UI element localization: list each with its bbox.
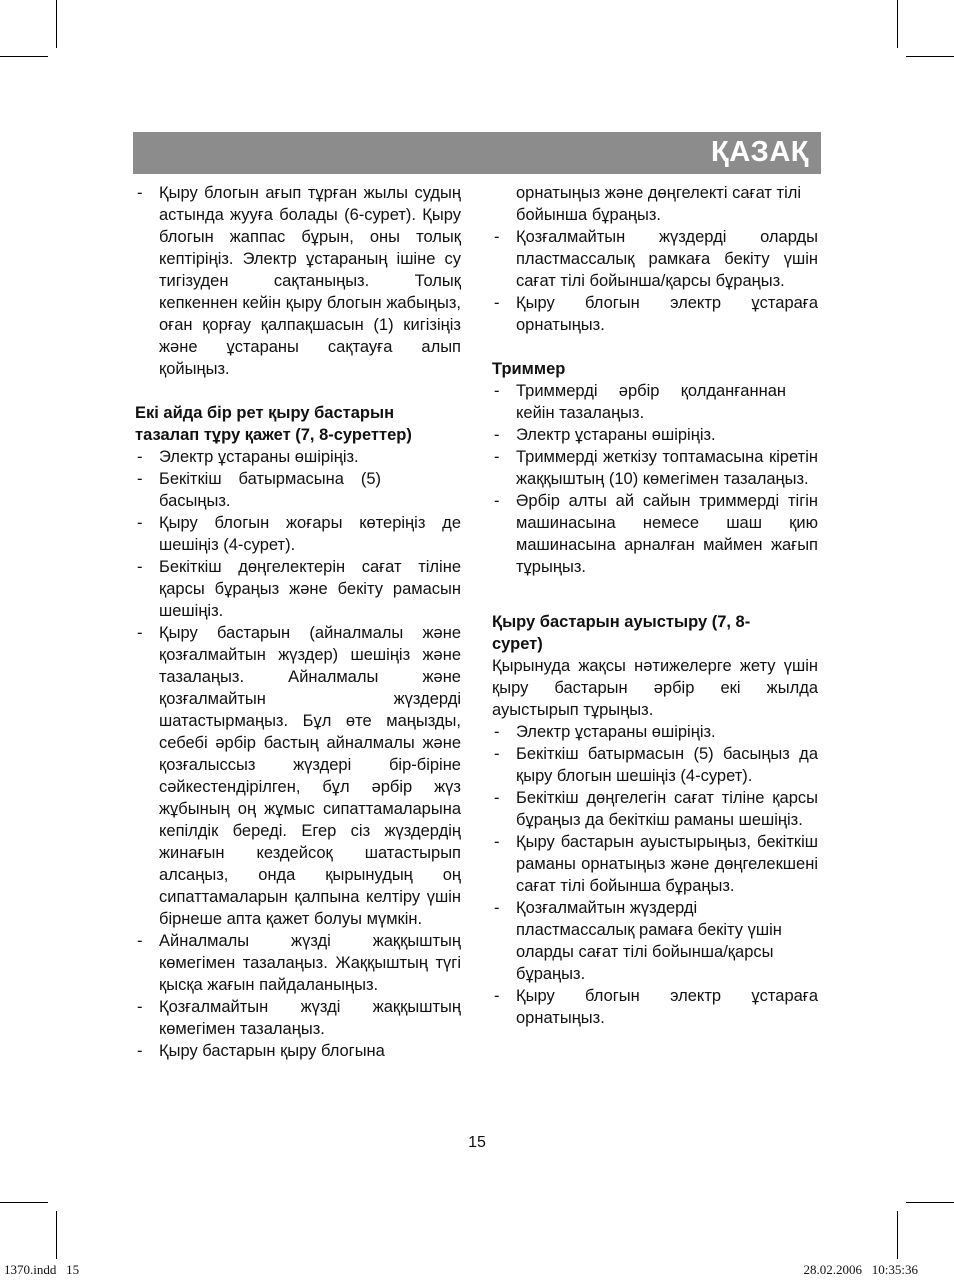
list-item: - Қыру блогын жоғары көтеріңіз де шешіңіз (4-сурет). (137, 514, 461, 554)
list-item: - Электр ұстараны өшіріңіз. (137, 448, 359, 466)
crop-mark (0, 1202, 48, 1203)
crop-mark (897, 0, 898, 48)
list-item: - Қыру блогын ағып тұрған жылы судың астында жууға болады (6-сурет). Қыру блогын жаппас бұрын, оны толық кептіріңіз. Электр ұстараның ішіне су тигізуден сақтаныңыз. Толық кепкеннен кейін қыру блогын жабыңыз, оған қорғау қалпақшасын (1) кигізіңіз және ұстараны сақтауға алып қойыңыз. (137, 184, 461, 378)
list-item: - Триммерді жеткізу топтамасына кіретін жаққыштың (10) көмегімен тазалаңыз. (494, 448, 818, 488)
list-item: - Қыру бастарын (айналмалы және қозғалмайтын жүздер) шешіңіз және тазалаңыз. Айналмалы және қозғалмайтын жүздерді шатастырмаңыз. Бұл өте маңызды, себебі әрбір бастың айналмалы және қозғалыссыз жүздері бір-біріне сәйкестендірілген, бұл әрбір жүз жұбының оң жұмыс сипаттамаларына кепілдік береді. Егер сіз жүздердің жинағын кездейсоқ шатастырып алсаңыз, онда қырынудың оң сипаттамаларын қалпына келтіру үшін бірнеше апта қажет болуы мүмкін. (137, 624, 461, 928)
section-heading: Екі айда бір рет қыру бастарын тазалап тұру қажет (7, 8-суреттер) (135, 404, 412, 444)
list-item: - Қозғалмайтын жүзді жаққыштың көмегімен тазалаңыз. (137, 998, 461, 1038)
list-item: - Айналмалы жүзді жаққыштың көмегімен тазалаңыз. Жаққыштың түгі қысқа жағын пайдаланыңыз. (137, 932, 461, 994)
list-item: - Бекіткіш дөңгелегін сағат тіліне қарсы бұраңыз да бекіткіш раманы шешіңіз. (494, 789, 818, 829)
crop-mark (56, 0, 57, 48)
paragraph: Қырынуда жақсы нәтижелерге жету үшін қыру бастарын әрбір екі жылда ауыстырып тұрыңыз. (492, 657, 818, 719)
right-column (492, 182, 818, 1029)
list-item: - Қозғалмайтын жүздерді пластмассалық рамаға бекіту үшін оларды сағат тілі бойынша/қарсы бұраңыз. (494, 899, 782, 983)
list-item: - Электр ұстараны өшіріңіз. (494, 426, 716, 444)
crop-mark (0, 56, 48, 57)
list-item: - Қыру бастарын қыру блогына (137, 1042, 385, 1060)
list-item-continuation: орнатыңыз және дөңгелекті сағат тілі бойынша бұраңыз. (516, 184, 802, 224)
crop-mark (906, 56, 954, 57)
list-item: - Электр ұстараны өшіріңіз. (494, 723, 716, 741)
bullet-dash: - (137, 184, 143, 202)
section-heading: Триммер (492, 360, 566, 378)
list-item: - Бекіткіш батырмасына (5) басыңыз. (137, 470, 381, 510)
list-item: - Бекіткіш дөңгелектерін сағат тіліне қарсы бұраңыз және бекіту рамасын шешіңіз. (137, 558, 461, 620)
crop-mark (56, 1211, 57, 1259)
print-timestamp: 28.02.2006 10:35:36 (803, 1262, 918, 1277)
list-item: - Триммерді әрбір қолданғаннан кейін тазалаңыз. (494, 382, 786, 422)
section-heading: Қыру бастарын ауыстыру (7, 8-сурет) (492, 613, 751, 653)
language-title: ҚАЗАҚ (711, 136, 809, 168)
list-item: - Қыру бастарын ауыстырыңыз, бекіткіш раманы орнатыңыз және дөңгелекшені сағат тілі бойынша бұраңыз. (494, 833, 818, 895)
left-column (135, 182, 461, 1062)
list-item: - Қозғалмайтын жүздерді оларды пластмассалық рамкаға бекіту үшін сағат тілі бойынша/қарсы бұраңыз. (494, 228, 818, 290)
list-item: - Қыру блогын электр ұстараға орнатыңыз. (494, 987, 818, 1027)
list-item: - Бекіткіш батырмасын (5) басыңыз да қыру блогын шешіңіз (4-сурет). (494, 745, 818, 785)
crop-mark (897, 1211, 898, 1259)
list-item: - Қыру блогын электр ұстараға орнатыңыз. (494, 294, 818, 334)
list-item: - Әрбір алты ай сайын триммерді тігін машинасына немесе шаш қию машинасына арналған маймен жағып тұрыңыз. (494, 492, 818, 576)
crop-mark (906, 1202, 954, 1203)
page-number: 15 (468, 1134, 486, 1151)
file-slug: 1370.indd 15 (4, 1262, 80, 1277)
language-header-bar (133, 132, 821, 174)
